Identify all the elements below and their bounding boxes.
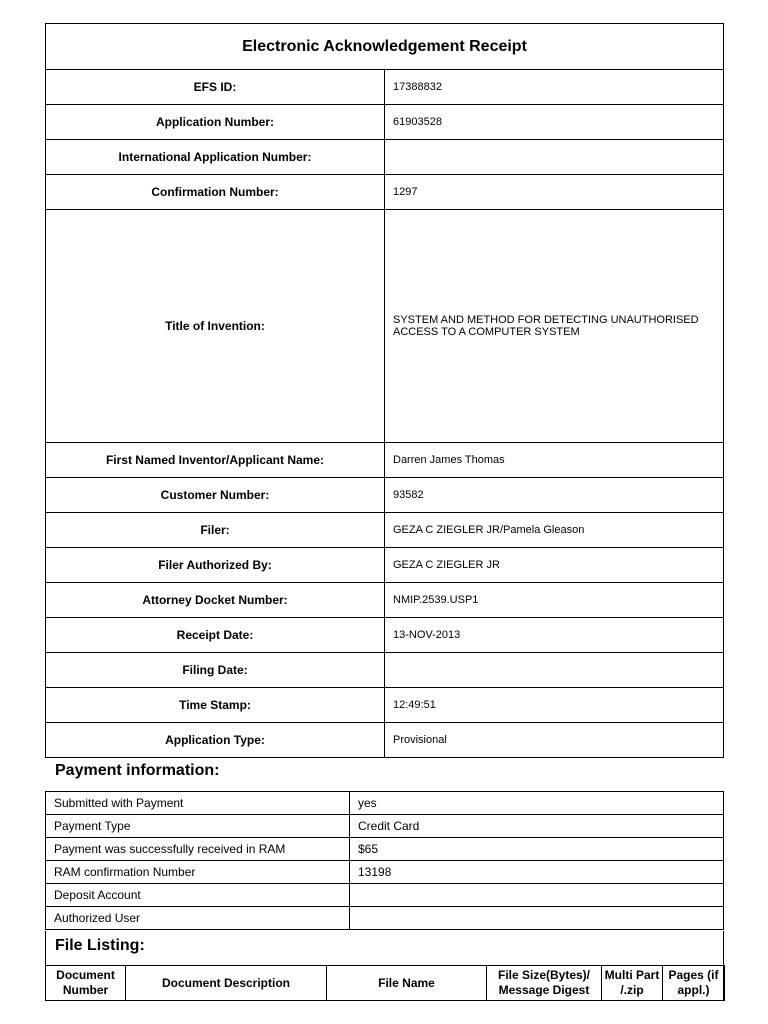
- field-row-confirmation-number: [46, 175, 724, 210]
- payment-value: $65: [350, 838, 724, 861]
- payment-row: [46, 838, 724, 861]
- payment-value: yes: [350, 792, 724, 815]
- file-listing-table: [45, 965, 725, 1001]
- field-row-first-named-inventor: [46, 443, 724, 478]
- column-header: Document Description: [126, 966, 327, 1001]
- payment-label: Payment Type: [46, 815, 350, 838]
- column-header: File Size(Bytes)/ Message Digest: [487, 966, 602, 1001]
- payment-table: [45, 791, 724, 930]
- payment-value: [350, 907, 724, 930]
- field-label: Receipt Date:: [46, 618, 385, 653]
- payment-label: Deposit Account: [46, 884, 350, 907]
- payment-row: [46, 815, 724, 838]
- payment-value: 13198: [350, 861, 724, 884]
- field-label: Filer:: [46, 513, 385, 548]
- column-header: Document Number: [46, 966, 126, 1001]
- field-value: 17388832: [385, 70, 724, 105]
- field-label: Time Stamp:: [46, 688, 385, 723]
- field-label: EFS ID:: [46, 70, 385, 105]
- field-value: GEZA C ZIEGLER JR/Pamela Gleason: [385, 513, 724, 548]
- file-listing-section: [45, 931, 724, 1001]
- field-value: 13-NOV-2013: [385, 618, 724, 653]
- payment-label: Submitted with Payment: [46, 792, 350, 815]
- field-value: NMIP.2539.USP1: [385, 583, 724, 618]
- payment-value: [350, 884, 724, 907]
- payment-row: [46, 907, 724, 930]
- field-label: Application Number:: [46, 105, 385, 140]
- payment-row: [46, 861, 724, 884]
- field-value: 61903528: [385, 105, 724, 140]
- payment-heading: Payment information:: [55, 762, 220, 779]
- field-label: Customer Number:: [46, 478, 385, 513]
- field-row-filing-date: [46, 653, 724, 688]
- field-value: 1297: [385, 175, 724, 210]
- field-row-time-stamp: [46, 688, 724, 723]
- file-listing-heading: File Listing:: [55, 937, 145, 954]
- field-value: SYSTEM AND METHOD FOR DETECTING UNAUTHORISED ACCESS TO A COMPUTER SYSTEM: [385, 210, 724, 443]
- payment-label: Authorized User: [46, 907, 350, 930]
- payment-label: Payment was successfully received in RAM: [46, 838, 350, 861]
- column-header: Multi Part /.zip: [602, 966, 663, 1001]
- field-label: Filer Authorized By:: [46, 548, 385, 583]
- field-label: Title of Invention:: [46, 210, 385, 443]
- field-value: Provisional: [385, 723, 724, 758]
- field-row-receipt-date: [46, 618, 724, 653]
- field-row-application-number: [46, 105, 724, 140]
- field-row-efs-id: [46, 70, 724, 105]
- field-label: International Application Number:: [46, 140, 385, 175]
- field-row-attorney-docket-number: [46, 583, 724, 618]
- field-value: Darren James Thomas: [385, 443, 724, 478]
- field-row-international-application-number: [46, 140, 724, 175]
- field-value: [385, 653, 724, 688]
- column-header: File Name: [327, 966, 487, 1001]
- field-label: First Named Inventor/Applicant Name:: [46, 443, 385, 478]
- field-row-customer-number: [46, 478, 724, 513]
- field-value: GEZA C ZIEGLER JR: [385, 548, 724, 583]
- payment-row: [46, 884, 724, 907]
- field-value: 12:49:51: [385, 688, 724, 723]
- field-label: Attorney Docket Number:: [46, 583, 385, 618]
- column-header: Pages (if appl.): [663, 966, 725, 1001]
- field-row-title-of-invention: [46, 210, 724, 443]
- receipt-table: [45, 23, 724, 758]
- field-row-filer-authorized-by: [46, 548, 724, 583]
- field-value: [385, 140, 724, 175]
- payment-label: RAM confirmation Number: [46, 861, 350, 884]
- field-label: Filing Date:: [46, 653, 385, 688]
- file-listing-header-row: [46, 966, 725, 1001]
- payment-row: [46, 792, 724, 815]
- field-label: Confirmation Number:: [46, 175, 385, 210]
- receipt-title: Electronic Acknowledgement Receipt: [46, 24, 724, 70]
- payment-value: Credit Card: [350, 815, 724, 838]
- field-value: 93582: [385, 478, 724, 513]
- field-row-application-type: [46, 723, 724, 758]
- field-row-filer: [46, 513, 724, 548]
- field-label: Application Type:: [46, 723, 385, 758]
